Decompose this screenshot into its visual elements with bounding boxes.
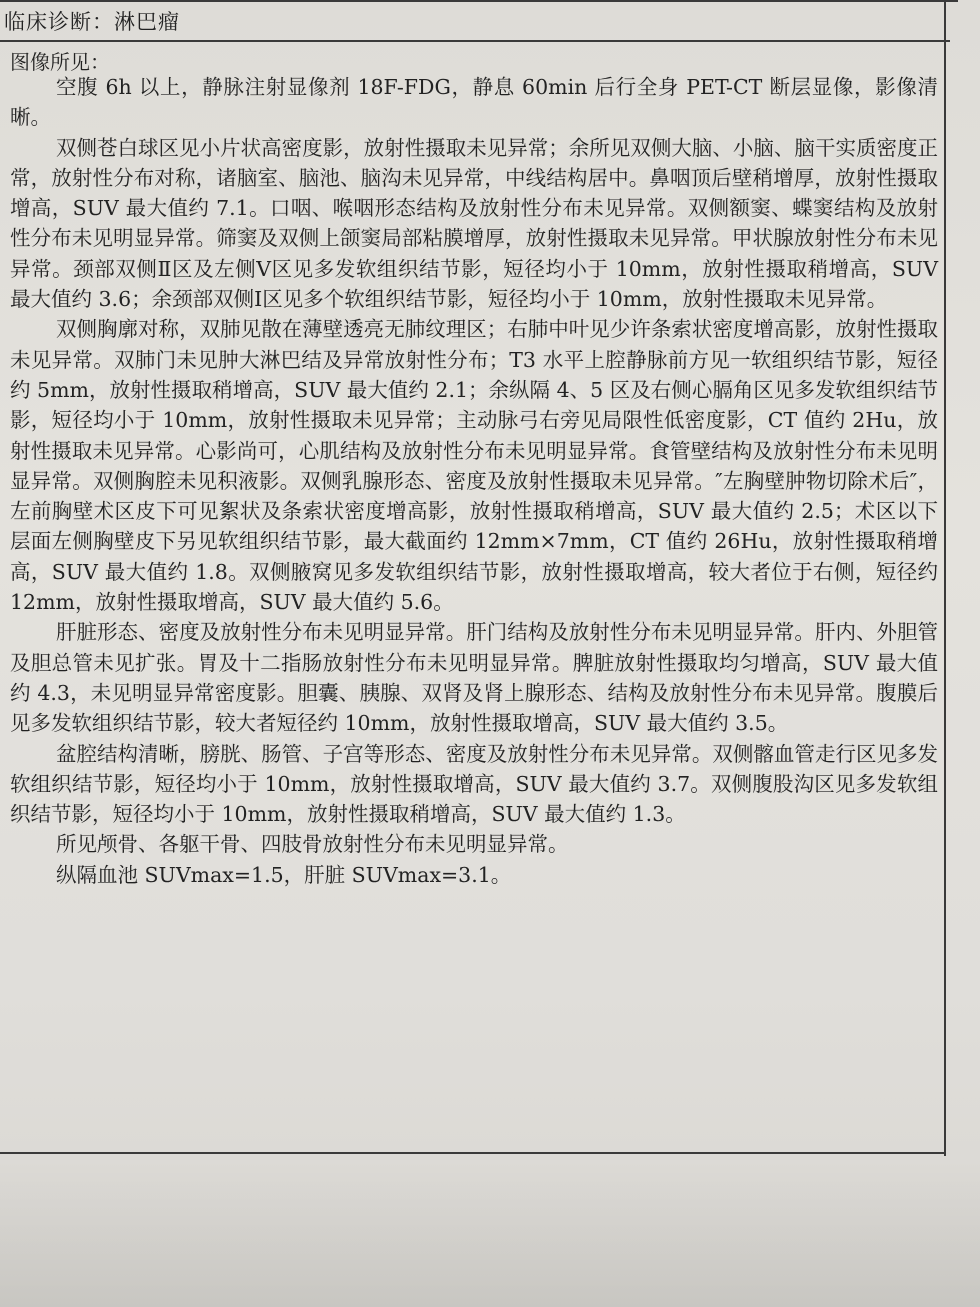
findings-paragraph: 所见颅骨、各躯干骨、四肢骨放射性分布未见明显异常。 bbox=[56, 832, 569, 857]
header-bottom-rule bbox=[0, 40, 950, 42]
findings-paragraph: 双侧苍白球区见小片状高密度影，放射性摄取未见异常；余所见双侧大脑、小脑、脑干实质密度正常，放射性分布对称，诸脑室、脑池、脑沟未见异常，中线结构居中。鼻咽顶后壁稍增厚，放射性摄取增高，SUV 最大值约 7.1。口咽、喉咽形态结构及放射性分布未见异常。双侧额窦、蝶窦结构及放射性分布未见明显异常。筛窦及双侧上颌窦局部粘膜增厚，放射性摄取未见异常。甲状腺放射性分布未见异常。颈部双侧Ⅱ区及左侧Ⅴ区见多发软组织结节影，短径均小于 10mm，放射性摄取稍增高，SUV 最大值约 3.6；余颈部双侧Ⅰ区见多个软组织结节影，短径均小于 10mm，放射性摄取未见异常。 bbox=[10, 135, 938, 312]
findings-paragraph: 盆腔结构清晰，膀胱、肠管、子宫等形态、密度及放射性分布未见异常。双侧髂血管走行区见多发软组织结节影，短径均小于 10mm，放射性摄取增高，SUV 最大值约 3.7。双侧腹股沟区见多发软组织结节影，短径均小于 10mm，放射性摄取稍增高，SUV 最大值约 1.3。 bbox=[10, 741, 938, 827]
findings-paragraph: 空腹 6h 以上，静脉注射显像剂 18F-FDG，静息 60min 后行全身 PET-CT 断层显像，影像清晰。 bbox=[10, 75, 938, 130]
header-top-rule bbox=[0, 0, 958, 2]
right-border-rule bbox=[944, 0, 946, 1156]
findings-body bbox=[10, 72, 938, 890]
clinical-diagnosis: 临床诊断：淋巴瘤 bbox=[4, 10, 180, 34]
page-shadow bbox=[0, 1160, 980, 1307]
findings-paragraph: 肝脏形态、密度及放射性分布未见明显异常。肝门结构及放射性分布未见明显异常。肝内、外胆管及胆总管未见扩张。胃及十二指肠放射性分布未见明显异常。脾脏放射性摄取均匀增高，SUV 最大值约 4.3，未见明显异常密度影。胆囊、胰腺、双肾及肾上腺形态、结构及放射性分布未见异常。腹膜后见多发软组织结节影，较大者短径约 10mm，放射性摄取增高，SUV 最大值约 3.5。 bbox=[10, 620, 938, 736]
findings-title: 图像所见： bbox=[10, 50, 110, 74]
findings-paragraph: 双侧胸廓对称，双肺见散在薄壁透亮无肺纹理区；右肺中叶见少许条索状密度增高影，放射性摄取未见异常。双肺门未见肿大淋巴结及异常放射性分布；T3 水平上腔静脉前方见一软组织结节影，短径约 5mm，放射性摄取稍增高，SUV 最大值约 2.1；余纵隔 4、5 区及右侧心膈角区见多发软组织结节影，短径均小于 10mm，放射性摄取未见异常；主动脉弓右旁见局限性低密度影，CT 值约 2Hu，放射性摄取未见异常。心影尚可，心肌结构及放射性分布未见明显异常。食管壁结构及放射性分布未见明显异常。双侧胸腔未见积液影。双侧乳腺形态、密度及放射性摄取未见异常。″左胸壁肿物切除术后″，左前胸壁术区皮下可见絮状及条索状密度增高影，放射性摄取稍增高，SUV 最大值约 2.5；术区以下层面左侧胸壁皮下另见软组织结节影，最大截面约 12mm×7mm，CT 值约 26Hu，放射性摄取稍增高，SUV 最大值约 1.8。双侧腋窝见多发软组织结节影，放射性摄取增高，较大者位于右侧，短径约 12mm，放射性摄取增高，SUV 最大值约 5.6。 bbox=[10, 317, 938, 615]
section-bottom-rule bbox=[0, 1152, 946, 1154]
findings-paragraph: 纵隔血池 SUVmax=1.5，肝脏 SUVmax=3.1。 bbox=[56, 862, 512, 887]
